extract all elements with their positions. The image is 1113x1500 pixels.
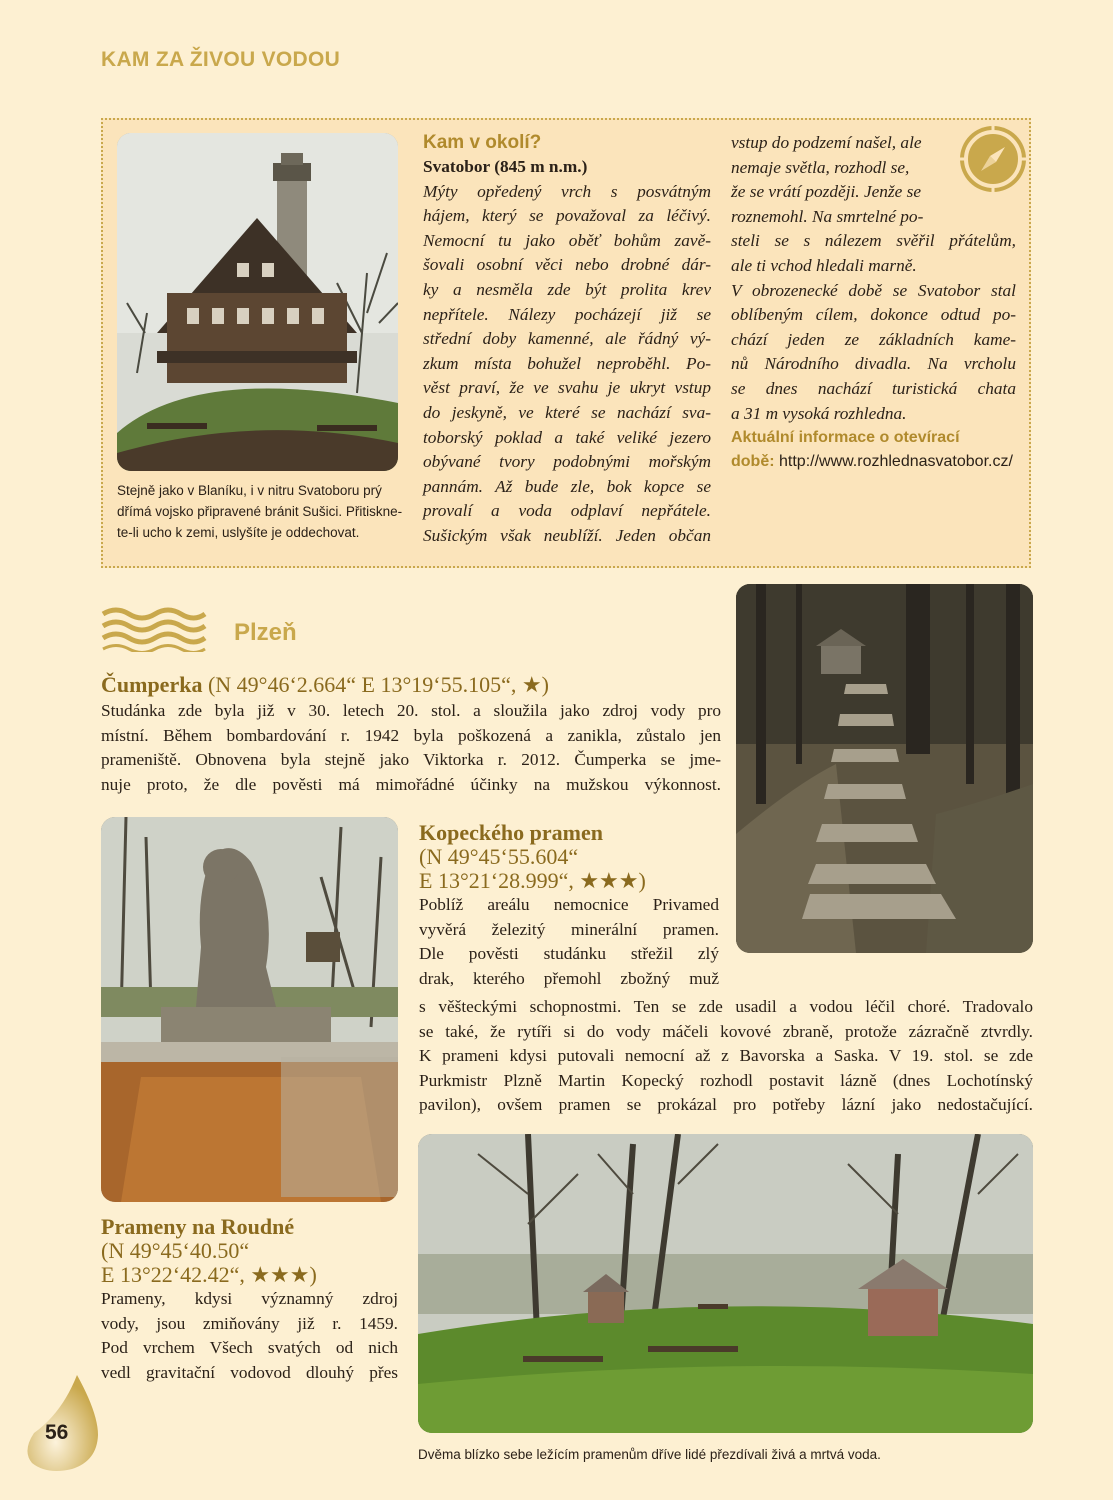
cumperka-coords: (N 49°46‘2.664“ E 13°19‘55.105“, ★)	[207, 672, 549, 697]
text-line: Prameny, kdysi významný zdroj	[101, 1289, 398, 1308]
text-line: V obrozenecké době se Svatobor stal	[731, 280, 1016, 300]
svatobor-photo	[117, 133, 398, 471]
text-line: obývané tvory podobnými mořským	[423, 452, 711, 472]
text-line: prameniště. Obnovena byla stejně jako Viktorka r. 2012. Čumperka se jme-	[101, 750, 721, 770]
text-line: pannám. Až bude zle, bok kopce se	[423, 476, 711, 496]
text-line: se dnes nachází turistická chata	[731, 378, 1016, 398]
text-line: že se vrátí později. Jenže se	[731, 182, 922, 202]
roudna-coords-2: E 13°22‘42.42“, ★★★)	[101, 1262, 317, 1287]
text-line: šovali osobní věci nebo drobné dár-	[423, 255, 711, 275]
caption-line: Stejně jako v Blaníku, i v nitru Svatoboru prý	[117, 483, 382, 498]
text-line: a 31 m vysoká rozhledna.	[731, 403, 907, 423]
text-line: Nemocní tu jako oběť bohům zavě-	[423, 230, 711, 250]
text-line: steli se s nálezem svěřil přátelům,	[731, 231, 1016, 251]
kopecky-title: Kopeckého pramen	[419, 820, 603, 845]
caption-line: dřímá vojsko připravené bránit Sušici. Přitiskne-	[117, 504, 403, 519]
caption-line: te-li ucho k zemi, uslyšíte je oddechovat.	[117, 525, 360, 540]
section-title: Plzeň	[234, 619, 297, 646]
text-line: nepřítele. Nálezy pocházejí již se	[423, 304, 711, 324]
stairs-photo	[736, 584, 1033, 953]
wave-icon	[101, 606, 207, 652]
text-line: Purkmistr Plzně Martin Kopecký rozhodl postavit lázně (dnes Lochotínský	[419, 1070, 1033, 1090]
text-line: toborský poklad a také veliké jezero	[423, 427, 711, 447]
text-line: věst praví, že ve svahu je ukryt vstup	[423, 378, 711, 398]
cumperka-text	[101, 699, 721, 797]
text-line: Sušickým však neublíží. Jeden občan	[423, 525, 711, 545]
info-label: Aktuální informace o otevírací	[731, 429, 960, 447]
kopecky-text-wide	[419, 995, 1033, 1118]
kopecky-text-narrow	[419, 893, 719, 991]
statue-photo	[101, 817, 398, 1202]
text-line: nuje proto, že dle pověsti má mimořádné účinky na mužskou výkonnost.	[101, 774, 721, 794]
box-column-2	[731, 131, 1016, 474]
text-line: K prameni kdysi putovali nemocní až z Bavorska a Saska. V 19. stol. se zde	[419, 1046, 1033, 1066]
text-line: nemaje světla, rozhodl se,	[731, 157, 910, 177]
text-line: Pod vrchem Všech svatých od nich	[101, 1338, 398, 1358]
info-label: době:	[731, 453, 775, 471]
text-line: vody, jsou zmiňovány již r. 1459.	[101, 1313, 398, 1333]
box-heading: Kam v okolí?	[423, 132, 542, 153]
text-line: ky a nesměla zde být prolita krev	[423, 279, 711, 299]
text-line: Poblíž areálu nemocnice Privamed	[419, 895, 719, 914]
text-line: oblíbeným cílem, dokonce odtud po-	[731, 305, 1016, 325]
info-url-link[interactable]: http://www.rozhlednasvatobor.cz/	[779, 453, 1013, 471]
text-line: vyvěrá železitý minerální pramen.	[419, 919, 719, 939]
kopecky-coords-2: E 13°21‘28.999“, ★★★)	[419, 868, 646, 893]
text-line: Studánka zde byla již v 30. letech 20. stol. a sloužila jako zdroj vody pro	[101, 701, 721, 720]
text-line: nů Národního divadla. Na vrcholu	[731, 354, 1016, 374]
box-subheading: Svatobor (845 m n.m.)	[423, 157, 588, 176]
roudna-title: Prameny na Roudné	[101, 1214, 295, 1239]
text-line: chází jeden ze základních kame-	[731, 329, 1016, 349]
text-line: místní. Během bombardování r. 1942 byla poškozená a zanikla, zůstalo jen	[101, 725, 721, 745]
text-line: vstup do podzemí našel, ale	[731, 133, 922, 152]
park-photo-caption: Dvěma blízko sebe ležícím pramenům dříve lidé přezdívali živá a mrtvá voda.	[418, 1447, 881, 1462]
text-line: vedl gravitační vodovod dlouhý přes	[101, 1362, 398, 1382]
park-photo	[418, 1134, 1033, 1433]
text-line: se také, že rytíři si do vody máčeli kovové zbraně, protože zázračně ztvrdly.	[419, 1021, 1033, 1041]
text-line: hájem, který se považoval za léčivý.	[423, 206, 711, 226]
page-number: 56	[45, 1421, 69, 1444]
roudna-text	[101, 1287, 398, 1385]
text-line: pavilon), ovšem pramen se prokázal pro potřeby lázní jako nedostačující.	[419, 1095, 1033, 1115]
text-line: zkum místa bohužel neproběhl. Po-	[423, 353, 711, 373]
text-line: Dle pověsti studánku střežil zlý	[419, 944, 719, 964]
text-line: do jeskyně, ve které se nachází sva-	[423, 402, 711, 422]
roudna-coords-1: (N 49°45‘40.50“	[101, 1238, 250, 1263]
running-header: KAM ZA ŽIVOU VODOU	[101, 48, 341, 71]
svatobor-photo-caption	[117, 480, 407, 543]
box-column-1	[423, 180, 711, 549]
cumperka-title: Čumperka	[101, 672, 203, 697]
text-line: s věšteckými schopnostmi. Ten se zde usadil a vodou léčil choré. Tradovalo	[419, 997, 1033, 1016]
text-line: provalí a voda odplaví nepřátele.	[423, 501, 711, 521]
text-line: střední doby kamenné, ale řádný vý-	[423, 329, 711, 349]
kopecky-coords-1: (N 49°45‘55.604“	[419, 844, 579, 869]
text-line: Mýty opředený vrch s posvátným	[423, 181, 711, 201]
text-line: drak, kterého přemohl zbožný muž	[419, 968, 719, 988]
text-line: ale ti vchod hledali marně.	[731, 255, 917, 275]
text-line: roznemohl. Na smrtelné po-	[731, 206, 924, 226]
